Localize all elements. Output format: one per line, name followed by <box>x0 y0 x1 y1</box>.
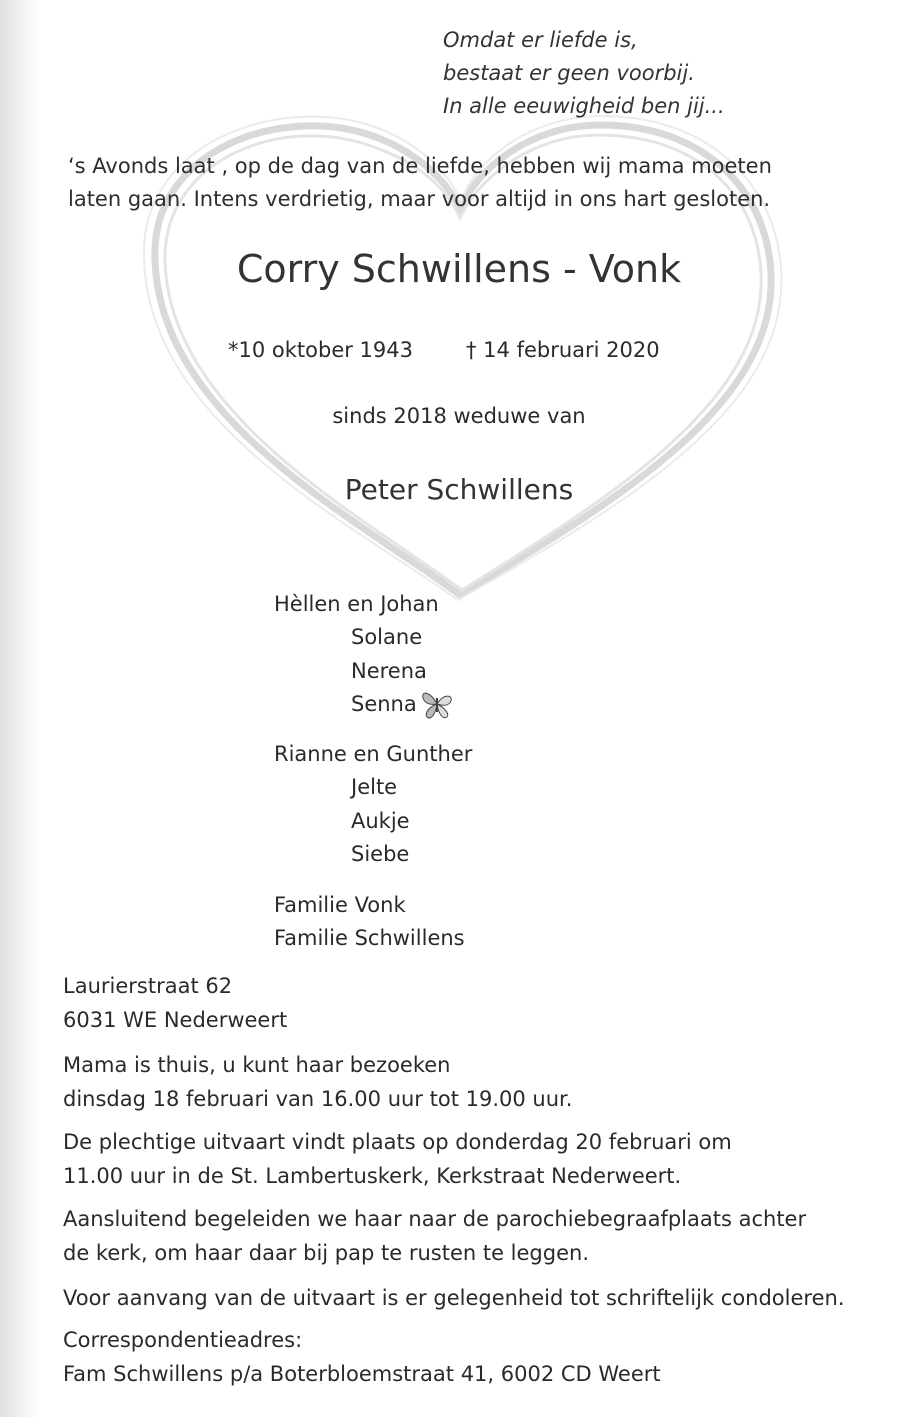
family-group <box>274 588 455 722</box>
death-date: † 14 februari 2020 <box>466 338 660 362</box>
family-child: Solane <box>351 625 423 650</box>
family-child: Aukje <box>351 808 410 833</box>
correspondence-info <box>63 1324 661 1391</box>
condolence-info <box>63 1282 845 1316</box>
condolence-line: Voor aanvang van de uitvaart is er gelegenheid tot schriftelijk condoleren. <box>63 1286 845 1310</box>
intro-line: laten gaan. Intens verdrietig, maar voor altijd in ons hart gesloten. <box>68 187 771 211</box>
butterfly-icon <box>419 688 455 722</box>
deceased-name: Corry Schwillens - Vonk <box>236 247 682 291</box>
family-parents: Hèllen en Johan <box>274 592 439 616</box>
poem-line: bestaat er geen voorbij. <box>443 61 695 85</box>
funeral-line: 11.00 uur in de St. Lambertuskerk, Kerkstraat Nederweert. <box>63 1163 682 1188</box>
funeral-info <box>63 1126 732 1193</box>
address-street: Laurierstraat 62 <box>63 974 233 998</box>
family-child: Nerena <box>351 658 427 683</box>
extended-family <box>274 889 465 956</box>
spouse-name: Peter Schwillens <box>344 473 574 506</box>
widow-line: sinds 2018 weduwe van <box>332 404 586 428</box>
family-group <box>274 738 472 871</box>
page-edge-shadow <box>0 0 40 1417</box>
poem-line: In alle eeuwigheid ben jij... <box>443 94 725 118</box>
burial-line: de kerk, om haar daar bij pap te rusten te leggen. <box>63 1240 589 1265</box>
address-city: 6031 WE Nederweert <box>63 1007 288 1032</box>
poem-line: Omdat er liefde is, <box>443 28 638 52</box>
family-child-row <box>274 688 455 722</box>
burial-line: Aansluitend begeleiden we haar naar de parochiebegraafplaats achter <box>63 1207 807 1231</box>
extended-family-name: Familie Vonk <box>274 893 406 917</box>
intro-text <box>68 150 848 216</box>
poem <box>443 24 725 123</box>
intro-line: ‘s Avonds laat , op de dag van de liefde, hebben wij mama moeten <box>68 154 772 178</box>
birth-date: *10 oktober 1943 <box>228 338 413 362</box>
visit-line: Mama is thuis, u kunt haar bezoeken <box>63 1053 451 1077</box>
family-child: Jelte <box>351 775 398 800</box>
funeral-line: De plechtige uitvaart vindt plaats op donderdag 20 februari om <box>63 1130 732 1154</box>
burial-info <box>63 1203 806 1270</box>
visit-line: dinsdag 18 februari van 16.00 uur tot 19.00 uur. <box>63 1086 573 1111</box>
correspondence-label: Correspondentieadres: <box>63 1328 303 1352</box>
correspondence-address: Fam Schwillens p/a Boterbloemstraat 41, 6002 CD Weert <box>63 1361 661 1386</box>
home-address <box>63 970 287 1037</box>
extended-family-name: Familie Schwillens <box>274 926 465 951</box>
family-parents: Rianne en Gunther <box>274 742 473 766</box>
family-child: Senna <box>351 691 417 716</box>
visit-info <box>63 1049 572 1116</box>
family-child: Siebe <box>351 841 410 866</box>
